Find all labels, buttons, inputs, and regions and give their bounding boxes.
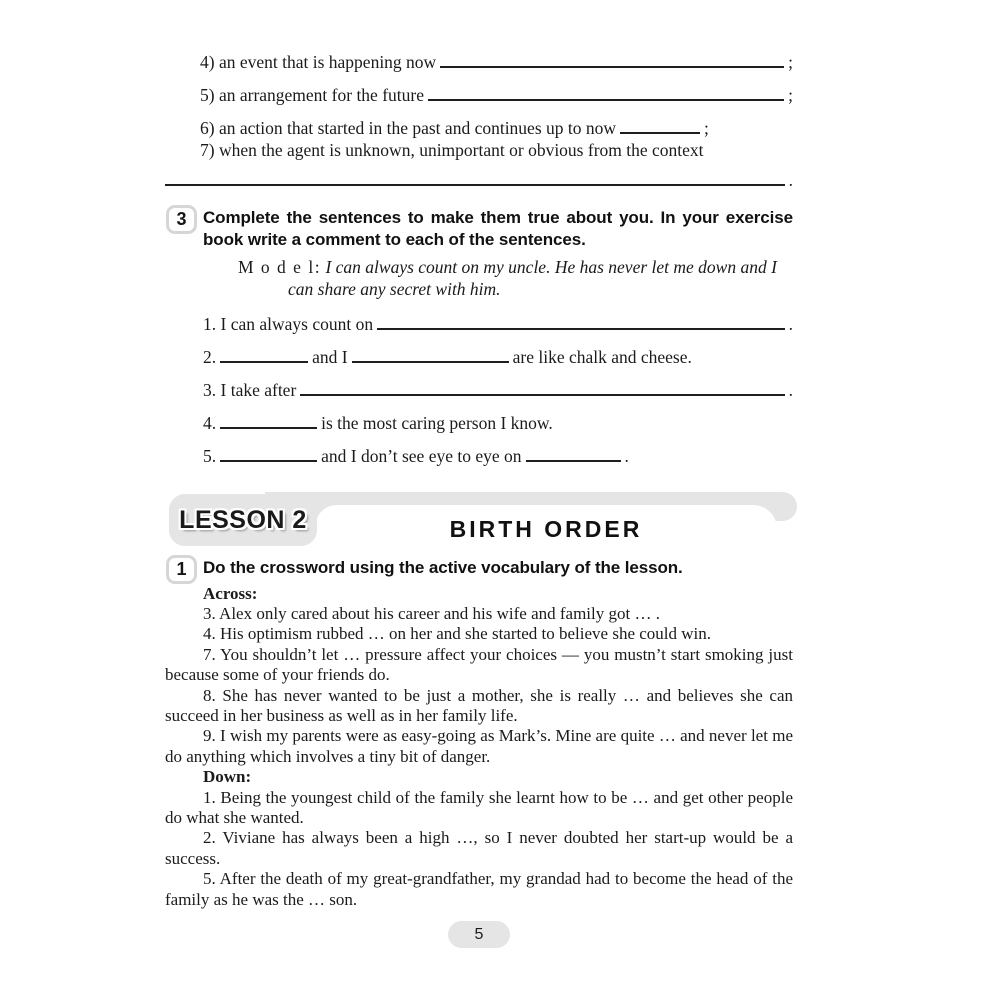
list-item-text: 4) an event that is happening now — [200, 52, 437, 72]
down-clue: 1. Being the youngest child of the family she learnt how to be … and get other people do what she wanted. — [165, 787, 793, 827]
across-clue: 8. She has never wanted to be just a mother, she is really … and believes she can succeed in her business as well as in her family life. — [165, 685, 793, 725]
footer — [165, 921, 793, 948]
exercise-3-instruction: Complete the sentences to make them true about you. In your exercise book write a comment to each of the sentences. — [203, 208, 793, 249]
list-item-text: 6) an action that started in the past and continues up to now — [200, 118, 617, 138]
grammar-uses-list — [165, 51, 793, 191]
write-in-line — [165, 181, 785, 186]
write-in-line — [220, 457, 317, 462]
sentence-text: 5. — [203, 446, 217, 466]
across-heading: Across: — [203, 583, 258, 603]
write-in-line — [428, 96, 784, 101]
sentence-text: 3. I take after — [203, 380, 297, 400]
list-item-5 — [165, 84, 793, 106]
sentence-text: is the most caring person I know. — [321, 413, 553, 433]
across-clue: 7. You shouldn’t let … pressure affect your choices — you mustn’t start smoking just because some of your friends do. — [165, 644, 793, 685]
write-in-line — [220, 424, 317, 429]
exercise-number-badge: 3 — [166, 205, 197, 234]
sentence-text: . — [788, 380, 793, 400]
list-item-text: 5) an arrangement for the future — [200, 85, 424, 105]
semicolon: ; — [788, 52, 793, 72]
across-clue: 9. I wish my parents were as easy-going as Mark’s. Mine are quite … and never let me do anything which involves a tiny bit of danger. — [165, 726, 793, 766]
exercise-1 — [165, 557, 793, 579]
exercise-1-instruction: Do the crossword using the active vocabulary of the lesson. — [203, 558, 683, 577]
lesson-header-banner — [165, 490, 793, 546]
semicolon: ; — [704, 118, 709, 138]
sentence-text: are like chalk and cheese. — [512, 347, 692, 367]
model-label: M o d e l: — [238, 257, 322, 277]
down-clue: 2. Viviane has always been a high …, so I never doubted her start-up would be a success. — [165, 828, 793, 868]
write-in-line — [620, 129, 700, 134]
sentence-4 — [203, 412, 793, 434]
list-item-7 — [165, 139, 793, 161]
sentence-text: 4. — [203, 413, 217, 433]
exercise-number-badge: 1 — [166, 555, 197, 584]
across-clue: 4. His optimism rubbed … on her and she started to believe she could win. — [203, 624, 712, 644]
sentence-2 — [203, 346, 793, 368]
banner-title-area — [315, 505, 777, 553]
sentence-text: 1. I can always count on — [203, 314, 374, 334]
page-number-badge: 5 — [448, 921, 510, 948]
continuation-line — [165, 169, 793, 191]
write-in-line — [220, 358, 308, 363]
write-in-line — [377, 325, 785, 330]
semicolon: ; — [788, 85, 793, 105]
down-clue: 5. After the death of my great-grandfather, my grandad had to become the head of the family as he was the … son. — [165, 869, 793, 909]
period: . — [788, 170, 793, 190]
crossword-clues — [165, 584, 793, 911]
sentence-text: . — [624, 446, 629, 466]
list-item-text: 7) when the agent is unknown, unimportant or obvious from the context — [200, 140, 704, 160]
sentence-text: and I — [312, 347, 348, 367]
sentence-3 — [203, 379, 793, 401]
sentence-5 — [203, 445, 793, 467]
write-in-line — [300, 391, 784, 396]
exercise-3-sentences — [203, 313, 793, 467]
lesson-number-label: LESSON 2 — [179, 505, 307, 534]
model-text: I can always count on my uncle. He has never let me down and I can share any secret with him. — [288, 257, 777, 299]
model-example — [203, 257, 793, 300]
write-in-line — [526, 457, 621, 462]
write-in-line — [352, 358, 509, 363]
write-in-line — [440, 63, 784, 68]
exercise-3 — [165, 207, 793, 467]
list-item-4 — [165, 51, 793, 73]
sentence-text: . — [788, 314, 793, 334]
list-item-6 — [165, 117, 793, 139]
lesson-number-tab — [169, 494, 317, 546]
lesson-title: BIRTH ORDER — [449, 515, 643, 542]
across-clue: 3. Alex only cared about his career and his wife and family got … . — [203, 603, 660, 623]
sentence-text: 2. — [203, 347, 217, 367]
sentence-text: and I don’t see eye to eye on — [321, 446, 522, 466]
down-heading: Down: — [203, 767, 252, 787]
sentence-1 — [203, 313, 793, 335]
